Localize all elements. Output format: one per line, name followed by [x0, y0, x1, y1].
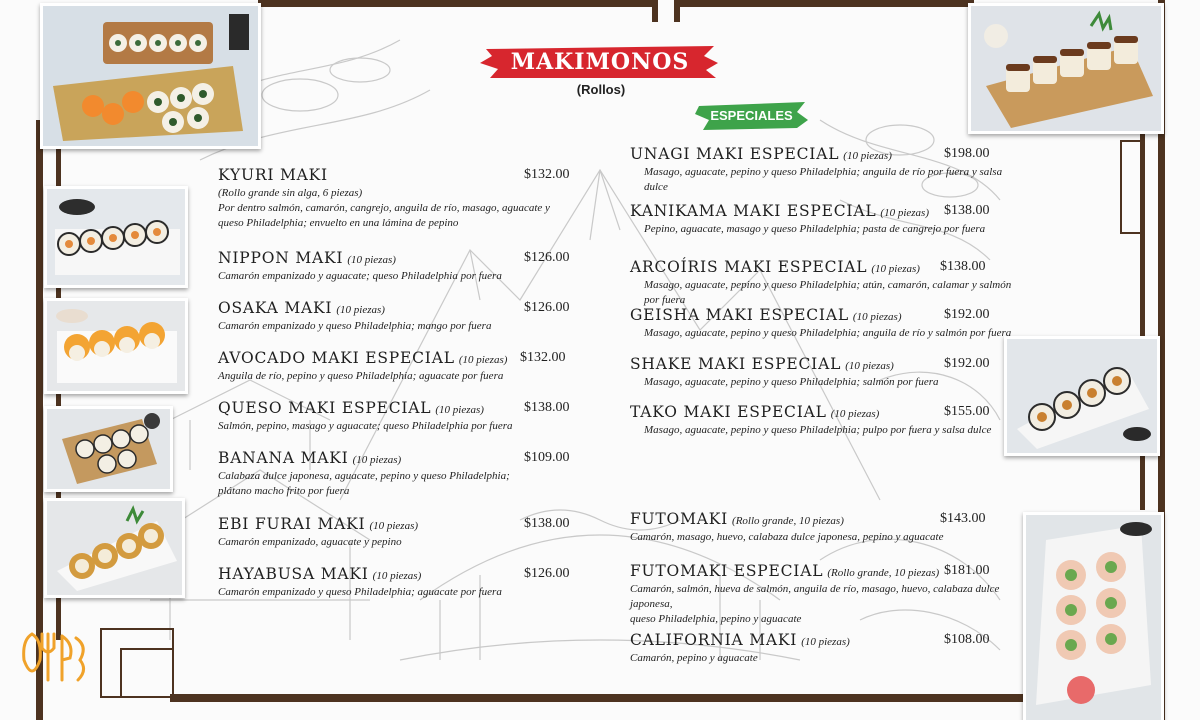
menu-item-california-maki: [630, 631, 1020, 666]
menu-item-kyuri-maki: [218, 166, 578, 231]
item-qty: (10 piezas): [372, 570, 422, 582]
desc-line: Masago, aguacate, pepino y queso Philadelphia; atún, camarón, calamar y salmón por fuera: [644, 279, 1012, 306]
item-name: TAKO MAKI ESPECIAL: [630, 403, 827, 421]
desc-line: Masago, aguacate, pepino y queso Philadelphia; salmón por fuera: [644, 376, 939, 388]
sushi-platter-photo: [40, 3, 261, 149]
item-name: UNAGI MAKI ESPECIAL: [630, 145, 840, 163]
item-price: $132.00: [520, 350, 566, 365]
item-name: FUTOMAKI ESPECIAL: [630, 562, 824, 580]
item-description: [218, 186, 578, 231]
desc-line: Calabaza dulce japonesa, aguacate, pepino y queso Philadelphia;: [218, 470, 510, 482]
item-price: $198.00: [944, 146, 990, 161]
item-qty: (10 piezas): [369, 520, 419, 532]
menu-item-kanikama-maki-especial: [630, 202, 1020, 237]
desc-line: Por dentro salmón, camarón, cangrejo, anguila de río, masago, aguacate y: [218, 202, 550, 214]
desc-line: (Rollo grande sin alga, 6 piezas): [218, 187, 363, 199]
menu-item-arcoiris-maki-especial: [630, 258, 1025, 308]
sushi-plate-photo: [44, 406, 173, 492]
specials-label: ESPECIALES: [710, 107, 793, 123]
item-description: [218, 369, 578, 384]
item-price: $108.00: [944, 632, 990, 647]
item-qty: (Rollo grande, 10 piezas): [732, 515, 844, 527]
item-price: $138.00: [524, 400, 570, 415]
item-price: $138.00: [524, 516, 570, 531]
desc-line: Camarón empanizado y aguacate; queso Philadelphia por fuera: [218, 270, 502, 282]
item-qty: (10 piezas): [435, 404, 484, 416]
item-qty: (10 piezas): [336, 304, 385, 316]
fried-roll-photo: [44, 498, 185, 598]
item-price: $143.00: [940, 511, 986, 526]
item-price: $138.00: [940, 259, 986, 274]
item-description: [218, 419, 578, 434]
desc-line: Camarón, masago, huevo, calabaza dulce japonesa, pepino y aguacate: [630, 531, 944, 543]
item-name: EBI FURAI MAKI: [218, 515, 366, 533]
frame-corner-bottom-left-2: [120, 648, 174, 698]
desc-line: queso Philadelphia, pepino y aguacate: [630, 613, 802, 625]
item-name: NIPPON MAKI: [218, 249, 344, 267]
desc-line: Pepino, aguacate, masago y queso Philadelphia; pasta de cangrejo por fuera: [644, 223, 986, 235]
menu-item-osaka-maki: [218, 299, 578, 334]
menu-item-unagi-maki-especial: [630, 145, 1020, 195]
desc-line: Camarón, pepino y aguacate: [630, 652, 758, 664]
item-name: QUESO MAKI ESPECIAL: [218, 399, 432, 417]
desc-line: Masago, aguacate, pepino y queso Philadelphia; anguila de río y salmón por fuera: [644, 327, 1012, 339]
item-description: [630, 530, 1020, 545]
menu-item-futomaki-especial: [630, 562, 1022, 627]
menu-item-nippon-maki: [218, 249, 578, 284]
menu-item-avocado-maki-especial: [218, 349, 578, 384]
desc-line: queso Philadelphia; envuelto en una lámina de pepino: [218, 217, 459, 229]
sushi-rolls-photo: [44, 186, 188, 288]
frame-top-right-tick: [674, 0, 680, 22]
page-title: MAKIMONOS: [510, 49, 690, 75]
desc-line: Camarón empanizado, aguacate y pepino: [218, 536, 402, 548]
item-qty: (10 piezas): [801, 636, 850, 648]
item-qty: (10 piezas): [830, 408, 880, 420]
item-qty: (10 piezas): [352, 454, 402, 466]
item-qty: (10 piezas): [871, 263, 920, 275]
california-roll-photo: [1023, 512, 1164, 720]
item-name: CALIFORNIA MAKI: [630, 631, 798, 649]
item-qty: (10 piezas): [458, 354, 508, 366]
item-description: [218, 469, 578, 499]
desc-line: Camarón, salmón, hueva de salmón, anguila de río, masago, huevo, calabaza dulce japonesa,: [630, 583, 1000, 610]
item-description: [218, 585, 578, 600]
item-description: [218, 269, 578, 284]
frame-top-left: [258, 0, 658, 7]
item-qty: (10 piezas): [843, 150, 892, 162]
desc-line: Camarón empanizado y queso Philadelphia; aguacate por fuera: [218, 586, 502, 598]
item-price: $138.00: [944, 203, 990, 218]
item-name: KYURI MAKI: [218, 166, 328, 184]
item-qty: (10 piezas): [347, 254, 396, 266]
frame-bottom: [170, 694, 1050, 702]
item-name: BANANA MAKI: [218, 449, 349, 467]
menu-item-hayabusa-maki: [218, 565, 578, 600]
item-name: HAYABUSA MAKI: [218, 565, 369, 583]
desc-line: Salmón, pepino, masago y aguacate; queso Philadelphia por fuera: [218, 420, 513, 432]
item-price: $126.00: [524, 300, 570, 315]
menu-item-queso-maki-especial: [218, 399, 578, 434]
item-description: [630, 165, 1020, 195]
menu-item-geisha-maki-especial: [630, 306, 1020, 341]
item-qty: (10 piezas): [880, 207, 929, 219]
item-description: [630, 222, 1020, 237]
item-price: $126.00: [524, 566, 570, 581]
sushi-roll-photo: [1004, 336, 1160, 456]
menu-item-shake-maki-especial: [630, 355, 1020, 390]
item-qty: (Rollo grande, 10 piezas): [827, 567, 940, 579]
item-description: [630, 651, 1020, 666]
desc-line: Masago, aguacate, pepino y queso Philadelphia; anguila de río por fuera y salsa dulce: [644, 166, 1003, 193]
frame-top-right: [674, 0, 974, 7]
desc-line: plátano macho frito por fuera: [218, 485, 350, 497]
item-description: [630, 375, 1020, 390]
item-price: $181.00: [944, 563, 990, 578]
menu-item-ebi-furai-maki: [218, 515, 578, 550]
item-name: ARCOÍRIS MAKI ESPECIAL: [630, 258, 868, 276]
desc-line: Anguila de río, pepino y queso Philadelphia; aguacate por fuera: [218, 370, 504, 382]
item-name: AVOCADO MAKI ESPECIAL: [218, 349, 455, 367]
item-description: [630, 278, 1025, 308]
menu-item-tako-maki-especial: [630, 403, 1020, 438]
item-qty: (10 piezas): [845, 360, 894, 372]
item-price: $132.00: [524, 167, 570, 182]
menu-item-futomaki: [630, 510, 1020, 545]
specials-banner: [693, 98, 810, 132]
item-qty: (10 piezas): [852, 311, 902, 323]
title-banner: [478, 43, 722, 81]
frame-corner-top-right: [1120, 140, 1144, 234]
item-description: [630, 582, 1022, 627]
item-price: $109.00: [524, 450, 570, 465]
item-description: [630, 423, 1020, 438]
item-name: KANIKAMA MAKI ESPECIAL: [630, 202, 877, 220]
desc-line: Camarón empanizado y queso Philadelphia; mango por fuera: [218, 320, 492, 332]
item-name: OSAKA MAKI: [218, 299, 333, 317]
fork-knife-logo-icon: [18, 630, 90, 686]
item-price: $126.00: [524, 250, 570, 265]
desc-line: Masago, aguacate, pepino y queso Philadelphia; pulpo por fuera y salsa dulce: [644, 424, 992, 436]
item-description: [630, 326, 1020, 341]
item-price: $192.00: [944, 307, 990, 322]
item-description: [218, 535, 578, 550]
menu-item-banana-maki: [218, 449, 578, 499]
item-name: FUTOMAKI: [630, 510, 729, 528]
page-subtitle: (Rollos): [576, 82, 626, 97]
item-description: [218, 319, 578, 334]
sushi-board-photo: [968, 3, 1164, 134]
mango-roll-photo: [44, 298, 188, 394]
item-price: $155.00: [944, 404, 990, 419]
item-name: SHAKE MAKI ESPECIAL: [630, 355, 842, 373]
item-price: $192.00: [944, 356, 990, 371]
frame-top-left-tick: [652, 0, 658, 22]
item-name: GEISHA MAKI ESPECIAL: [630, 306, 849, 324]
